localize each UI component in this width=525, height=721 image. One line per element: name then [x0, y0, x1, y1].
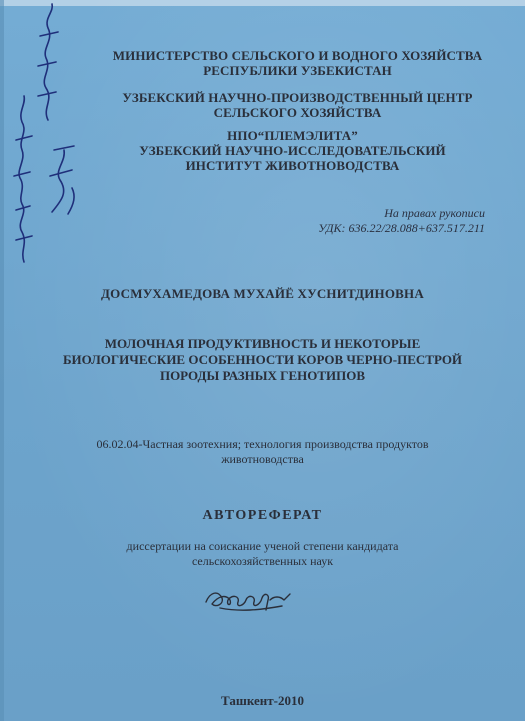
manuscript-rights [318, 206, 485, 236]
ministry-line-2: РЕСПУБЛИКИ УЗБЕКИСТАН [203, 63, 392, 78]
npo-line-3: ИНСТИТУТ ЖИВОТНОВОДСТВА [185, 158, 400, 173]
center-line-1: УЗБЕКСКИЙ НАУЧНО-ПРОИЗВОДСТВЕННЫЙ ЦЕНТР [122, 90, 473, 105]
specialty-line-1: 06.02.04-Частная зоотехния; технология производства продуктов [96, 437, 429, 451]
author-name: ДОСМУХАМЕДОВА МУХАЙЁ ХУСНИТДИНОВНА [101, 286, 424, 301]
ministry-line-1: МИНИСТЕРСТВО СЕЛЬСКОГО И ВОДНОГО ХОЗЯЙСТВА [112, 48, 483, 63]
city-year: Ташкент-2010 [221, 693, 304, 708]
dissertation-title [0, 336, 525, 384]
degree-line-2: сельскохозяйственных наук [191, 554, 334, 568]
degree-statement [0, 539, 525, 569]
ministry-heading [0, 48, 525, 78]
npo-line-1: НПО“ПЛЕМЭЛИТА” [227, 128, 358, 143]
specialty-code [0, 437, 525, 467]
title-line-2: БИОЛОГИЧЕСКИЕ ОСОБЕННОСТИ КОРОВ ЧЕРНО-ПЕСТРОЙ [62, 352, 463, 367]
autoreferat-heading: АВТОРЕФЕРАТ [202, 508, 323, 523]
institute-heading [0, 128, 525, 173]
title-line-3: ПОРОДЫ РАЗНЫХ ГЕНОТИПОВ [159, 368, 366, 383]
npo-line-2: УЗБЕКСКИЙ НАУЧНО-ИССЛЕДОВАТЕЛЬСКИЙ [139, 143, 446, 158]
rights-note: На правах рукописи [384, 206, 485, 220]
center-heading [0, 90, 525, 120]
specialty-line-2: животноводства [221, 452, 304, 466]
degree-line-1: диссертации на соискание ученой степени кандидата [126, 539, 399, 553]
signature [200, 582, 300, 616]
title-line-1: МОЛОЧНАЯ ПРОДУКТИВНОСТЬ И НЕКОТОРЫЕ [104, 336, 421, 351]
udk-code: УДК: 636.22/28.088+637.517.211 [318, 221, 485, 235]
center-line-2: СЕЛЬСКОГО ХОЗЯЙСТВА [213, 105, 382, 120]
